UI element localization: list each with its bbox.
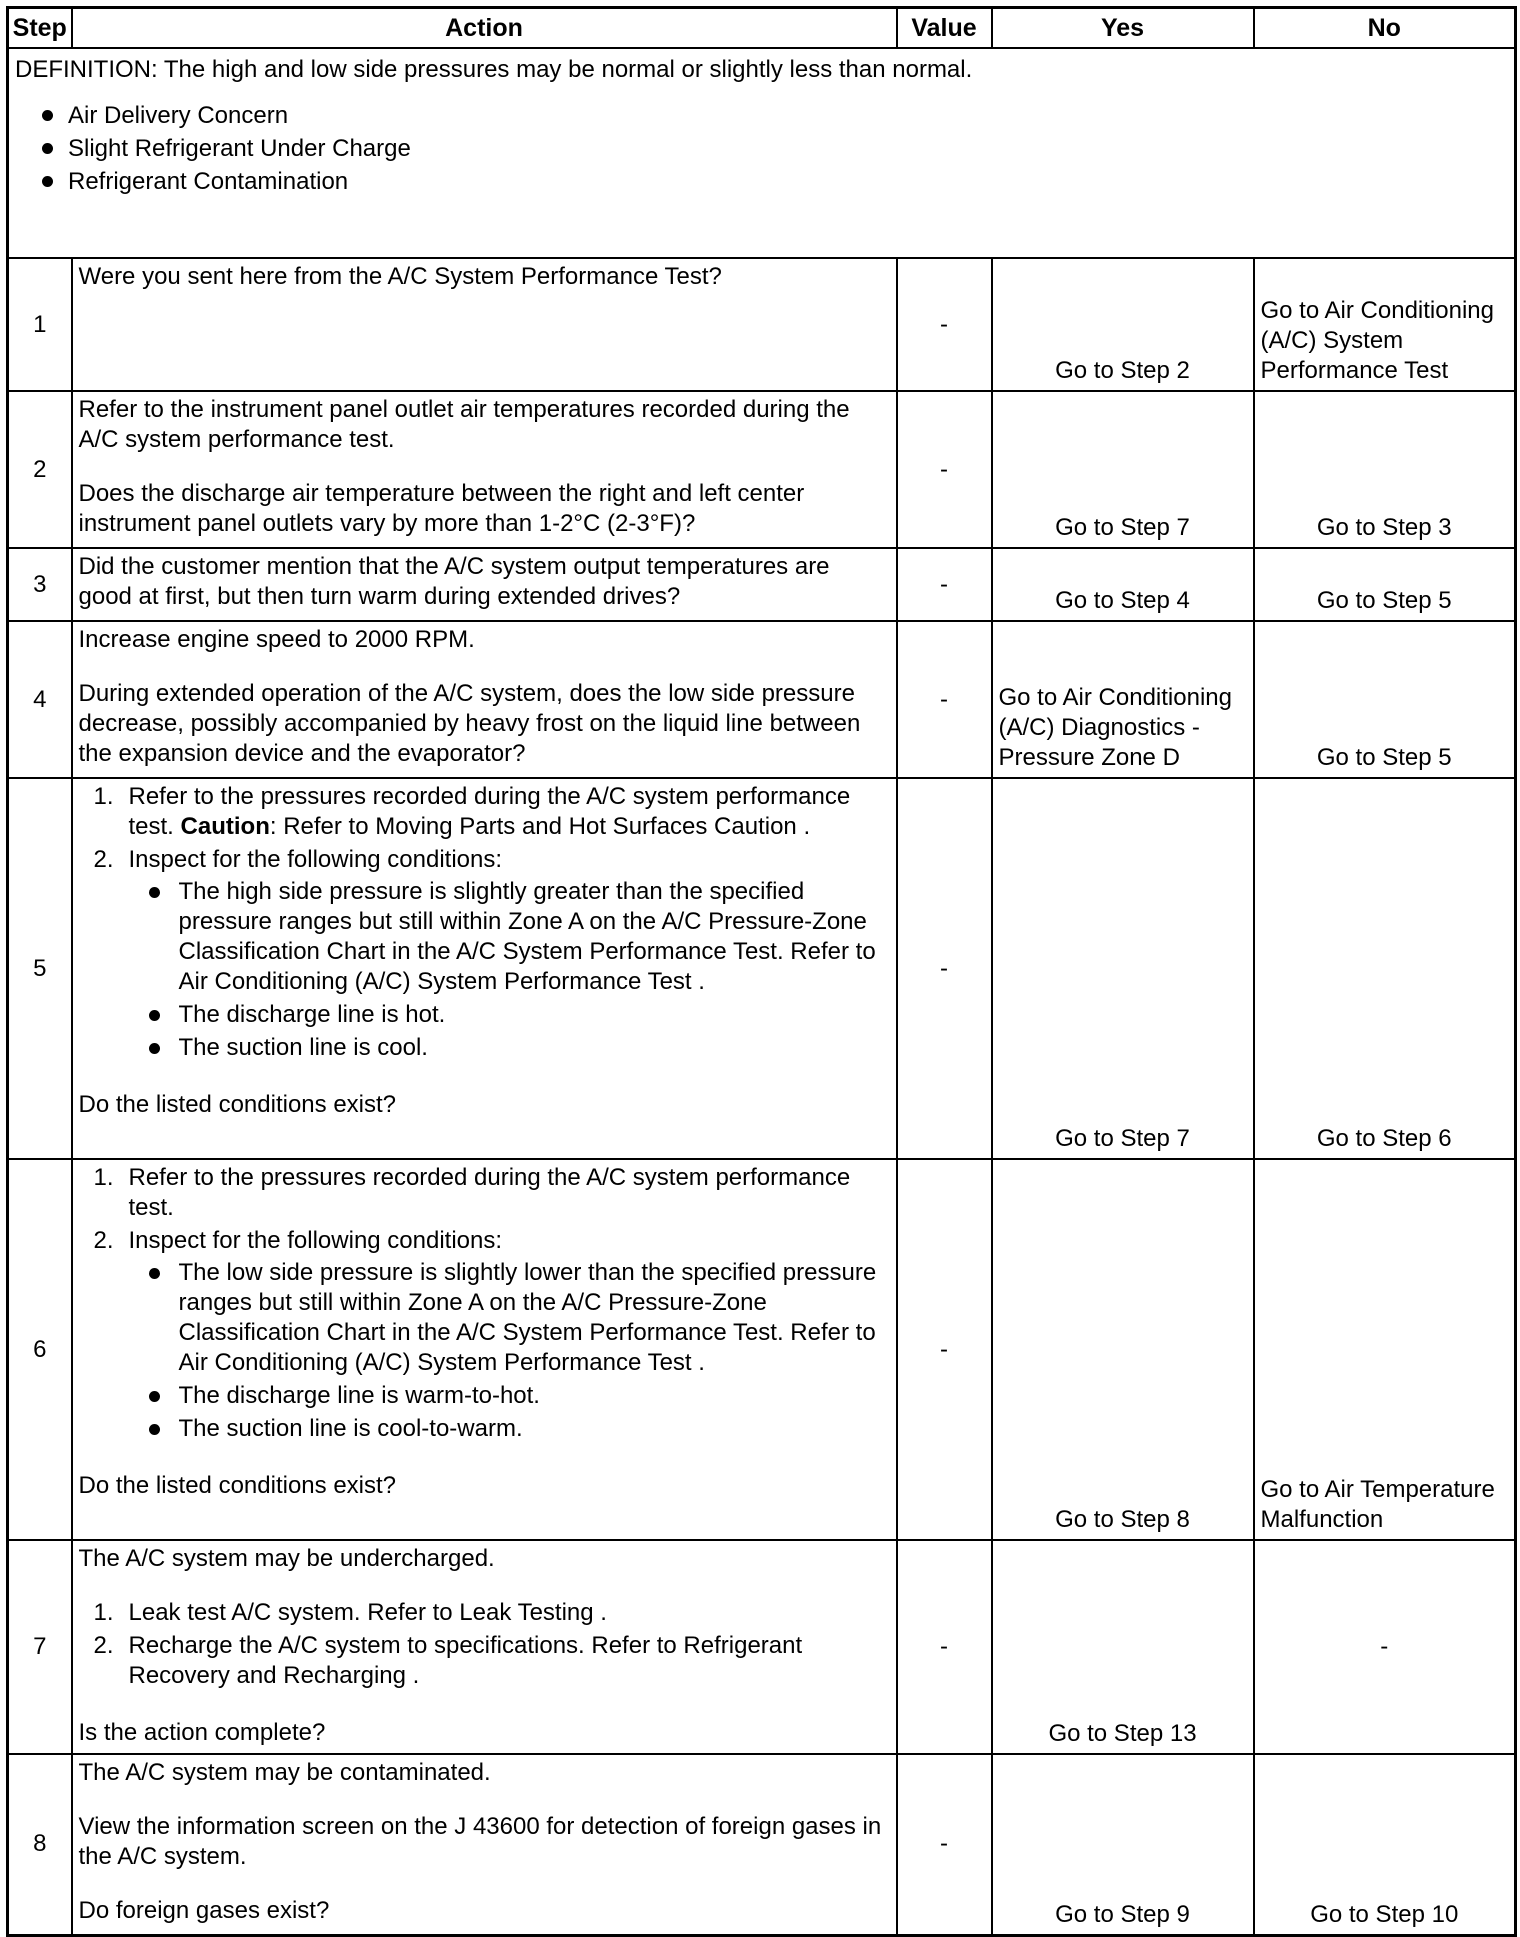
action-text: The A/C system may be contaminated. (78, 1759, 491, 1786)
action-question: Do the listed conditions exist? (78, 1091, 397, 1118)
step-number: 8 (8, 1754, 72, 1935)
value-cell: - (897, 391, 992, 548)
yes-cell: Go to Step 4 (992, 548, 1254, 621)
no-cell: Go to Air Temperature Malfunction (1254, 1159, 1516, 1540)
list-item-text: : Refer to Moving Parts and Hot Surfaces Caution . (269, 813, 811, 840)
step-number: 3 (8, 548, 72, 621)
value-cell: - (897, 548, 992, 621)
table-row (8, 1159, 1516, 1540)
list-item-text: Refer to the pressures recorded during the A/C system performance test. (128, 783, 851, 840)
value-cell: - (897, 1540, 992, 1754)
yes-cell: Go to Step 7 (992, 391, 1254, 548)
yes-cell: Go to Step 7 (992, 778, 1254, 1159)
value-cell: - (897, 778, 992, 1159)
table-row (8, 1754, 1516, 1935)
list-item-text: Recharge the A/C system to specifications. Refer to Refrigerant Recovery and Recharging . (128, 1632, 803, 1689)
value-cell: - (897, 621, 992, 778)
action-text: Did the customer mention that the A/C system output temperatures are good at first, but then turn warm during extended drives? (78, 553, 830, 610)
table-row (8, 778, 1516, 1159)
yes-cell: Go to Step 9 (992, 1754, 1254, 1935)
action-cell (72, 621, 897, 778)
no-cell: Go to Step 10 (1254, 1754, 1516, 1935)
step-number: 7 (8, 1540, 72, 1754)
step-number: 6 (8, 1159, 72, 1540)
step-number: 2 (8, 391, 72, 548)
action-cell (72, 258, 897, 391)
yes-cell: Go to Air Conditioning (A/C) Diagnostics - Pressure Zone D (992, 621, 1254, 778)
action-text: Refer to the instrument panel outlet air temperatures recorded during the A/C system performance test. (78, 396, 850, 453)
numbered-list (79, 1163, 890, 1444)
list-item-text: Inspect for the following conditions: (128, 846, 503, 873)
numbered-list (79, 1598, 890, 1691)
list-item-text: Leak test A/C system. Refer to Leak Testing . (128, 1599, 607, 1626)
caution-label: Caution (180, 813, 270, 840)
action-text: Increase engine speed to 2000 RPM. (78, 626, 475, 653)
action-cell (72, 1540, 897, 1754)
header-no: No (1254, 8, 1516, 49)
value-cell: - (897, 1159, 992, 1540)
list-item: 2. Recharge the A/C system to specifications. Refer to Refrigerant Recovery and Recharging . (93, 1632, 803, 1689)
condition-item: The suction line is cool. (129, 1033, 890, 1063)
yes-cell: Go to Step 13 (992, 1540, 1254, 1754)
no-cell: Go to Step 6 (1254, 778, 1516, 1159)
numbered-list (79, 782, 890, 1063)
step-number: 4 (8, 621, 72, 778)
condition-item: The discharge line is hot. (129, 1000, 890, 1030)
list-item-text: Refer to the pressures recorded during the A/C system performance test. (128, 1164, 851, 1221)
list-item: 1. Refer to the pressures recorded during the A/C system performance test. Caution: Refer to Moving Parts and Hot Surfaces Caution . (93, 783, 851, 840)
no-cell: Go to Step 5 (1254, 621, 1516, 778)
action-cell (72, 1159, 897, 1540)
list-item: 1. Refer to the pressures recorded during the A/C system performance test. (93, 1164, 851, 1221)
header-yes: Yes (992, 8, 1254, 49)
value-cell: - (897, 1754, 992, 1935)
no-cell: Go to Air Conditioning (A/C) System Performance Test (1254, 258, 1516, 391)
yes-cell: Go to Step 2 (992, 258, 1254, 391)
condition-item: The low side pressure is slightly lower than the specified pressure ranges but still within Zone A on the A/C Pressure-Zone Classification Chart in the A/C System Performance Test. Refer to Air Conditioning (A/C) System Performance Test . (129, 1258, 890, 1378)
header-value: Value (897, 8, 992, 49)
action-cell (72, 1754, 897, 1935)
list-item: 1. Leak test A/C system. Refer to Leak Testing . (93, 1599, 607, 1626)
header-row (8, 8, 1516, 49)
table-row (8, 258, 1516, 391)
header-action: Action (72, 8, 897, 49)
condition-item: The discharge line is warm-to-hot. (129, 1381, 890, 1411)
step-number: 5 (8, 778, 72, 1159)
action-question: During extended operation of the A/C system, does the low side pressure decrease, possibly accompanied by heavy frost on the liquid line between the expansion device and the evaporator? (78, 680, 861, 767)
table-row (8, 391, 1516, 548)
list-item: 2. Inspect for the following conditions: The low side pressure is slightly lower than the specified pressure ranges but still within Zone A on the A/C Pressure-Zone Classification Chart in the A/C System Performance Test. Refer to Air Conditioning (A/C) System Performance Test . The discharge line is warm-to-hot. The suction line is cool-to-warm. (79, 1226, 890, 1444)
action-question: Do the listed conditions exist? (78, 1472, 397, 1499)
action-text: View the information screen on the J 43600 for detection of foreign gases in the A/C system. (78, 1813, 882, 1870)
header-step: Step (8, 8, 72, 49)
action-question: Do foreign gases exist? (78, 1897, 330, 1924)
table-row (8, 621, 1516, 778)
no-cell: - (1254, 1540, 1516, 1754)
condition-item: The suction line is cool-to-warm. (129, 1414, 890, 1444)
step-number: 1 (8, 258, 72, 391)
action-cell (72, 391, 897, 548)
condition-list (129, 1258, 890, 1444)
no-cell: Go to Step 5 (1254, 548, 1516, 621)
condition-list (129, 877, 890, 1063)
action-question: Does the discharge air temperature between the right and left center instrument panel outlets vary by more than 1-2°C (2-3°F)? (78, 480, 805, 537)
condition-item: The high side pressure is slightly greater than the specified pressure ranges but still within Zone A on the A/C Pressure-Zone Classification Chart in the A/C System Performance Test. Refer to Air Conditioning (A/C) System Performance Test . (129, 877, 890, 997)
action-cell (72, 778, 897, 1159)
action-text: The A/C system may be undercharged. (78, 1545, 495, 1572)
definition-bullet: Refrigerant Contamination (15, 165, 1508, 198)
table-row (8, 1540, 1516, 1754)
definition-bullet: Air Delivery Concern (15, 99, 1508, 132)
action-text: Were you sent here from the A/C System Performance Test? (78, 263, 722, 290)
diagnostic-table (6, 6, 1517, 1937)
action-cell (72, 548, 897, 621)
definition-list (15, 99, 1508, 198)
yes-cell: Go to Step 8 (992, 1159, 1254, 1540)
no-cell: Go to Step 3 (1254, 391, 1516, 548)
definition-bullet: Slight Refrigerant Under Charge (15, 132, 1508, 165)
definition-cell (8, 48, 1516, 258)
action-question: Is the action complete? (78, 1719, 326, 1746)
definition-row (8, 48, 1516, 258)
table-row (8, 548, 1516, 621)
value-cell: - (897, 258, 992, 391)
list-item-text: Inspect for the following conditions: (128, 1227, 503, 1254)
list-item: 2. Inspect for the following conditions: The high side pressure is slightly greater than the specified pressure ranges but still within Zone A on the A/C Pressure-Zone Classification Chart in the A/C System Performance Test. Refer to Air Conditioning (A/C) System Performance Test . The discharge line is hot. The suction line is cool. (79, 845, 890, 1063)
definition-text: DEFINITION: The high and low side pressures may be normal or slightly less than normal. (15, 56, 973, 83)
